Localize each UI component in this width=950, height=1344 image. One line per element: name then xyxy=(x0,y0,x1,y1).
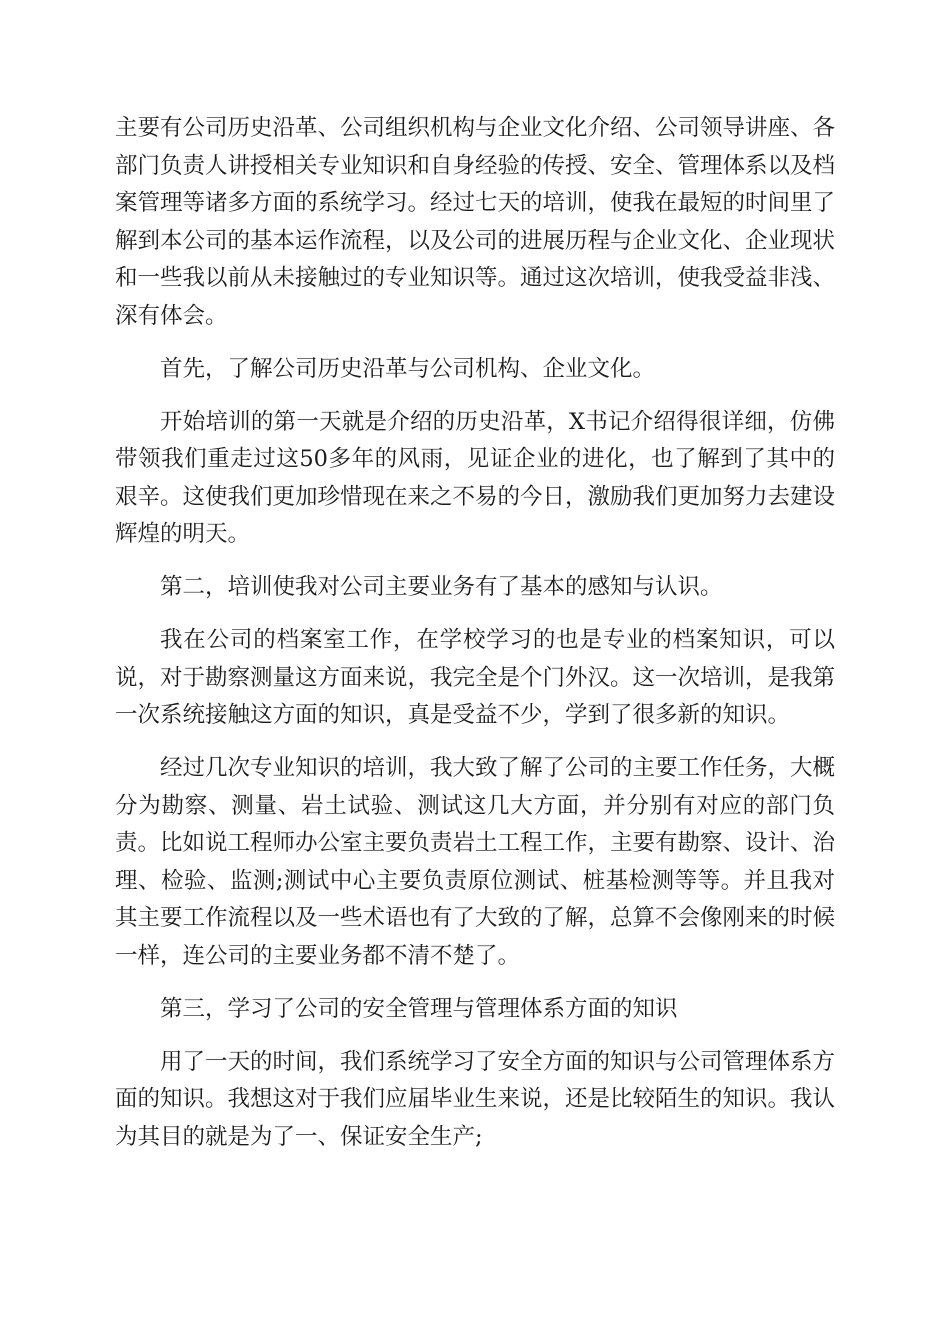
paragraph-history: 开始培训的第一天就是介绍的历史沿革，X书记介绍得很详细，仿佛带领我们重走过这50多年的风雨，见证企业的进化，也了解到了其中的艰辛。这使我们更加珍惜现在来之不易的今日，激励我们更加努力去建设辉煌的明天。 xyxy=(115,408,836,547)
document-body xyxy=(115,110,835,1172)
paragraph-heading-third: 第三，学习了公司的安全管理与管理体系方面的知识 xyxy=(160,995,678,1022)
paragraph-safety: 用了一天的时间，我们系统学习了安全方面的知识与公司管理体系方面的知识。我想这对于我们应届毕业生来说，还是比较陌生的知识。我认为其目的就是为了一、保证安全生产; xyxy=(115,1048,836,1150)
paragraph-intro: 主要有公司历史沿革、公司组织机构与企业文化介绍、公司领导讲座、各部门负责人讲授相关专业知识和自身经验的传授、安全、管理体系以及档案管理等诸多方面的系统学习。经过七天的培训，使我在最短的时间里了解到本公司的基本运作流程，以及公司的进展历程与企业文化、企业现状和一些我以前从未接触过的专业知识等。通过这次培训，使我受益非浅、深有体会。 xyxy=(115,115,836,329)
paragraph-business: 经过几次专业知识的培训，我大致了解了公司的主要工作任务，大概分为勘察、测量、岩土试验、测试这几大方面，并分别有对应的部门负责。比如说工程师办公室主要负责岩土工程工作，主要有勘察、设计、治理、检验、监测;测试中心主要负责原位测试、桩基检测等等。并且我对其主要工作流程以及一些术语也有了大致的了解，总算不会像刚来的时候一样，连公司的主要业务都不清不楚了。 xyxy=(115,755,836,969)
paragraph-heading-first: 首先，了解公司历史沿革与公司机构、企业文化。 xyxy=(160,355,656,382)
paragraph-heading-second: 第二，培训使我对公司主要业务有了基本的感知与认识。 xyxy=(160,574,723,600)
paragraph-archive-work: 我在公司的档案室工作，在学校学习的也是专业的档案知识，可以说，对于勘察测量这方面来说，我完全是个门外汉。这一次培训，是我第一次系统接触这方面的知识，真是受益不少，学到了很多新的知识。 xyxy=(115,627,836,728)
